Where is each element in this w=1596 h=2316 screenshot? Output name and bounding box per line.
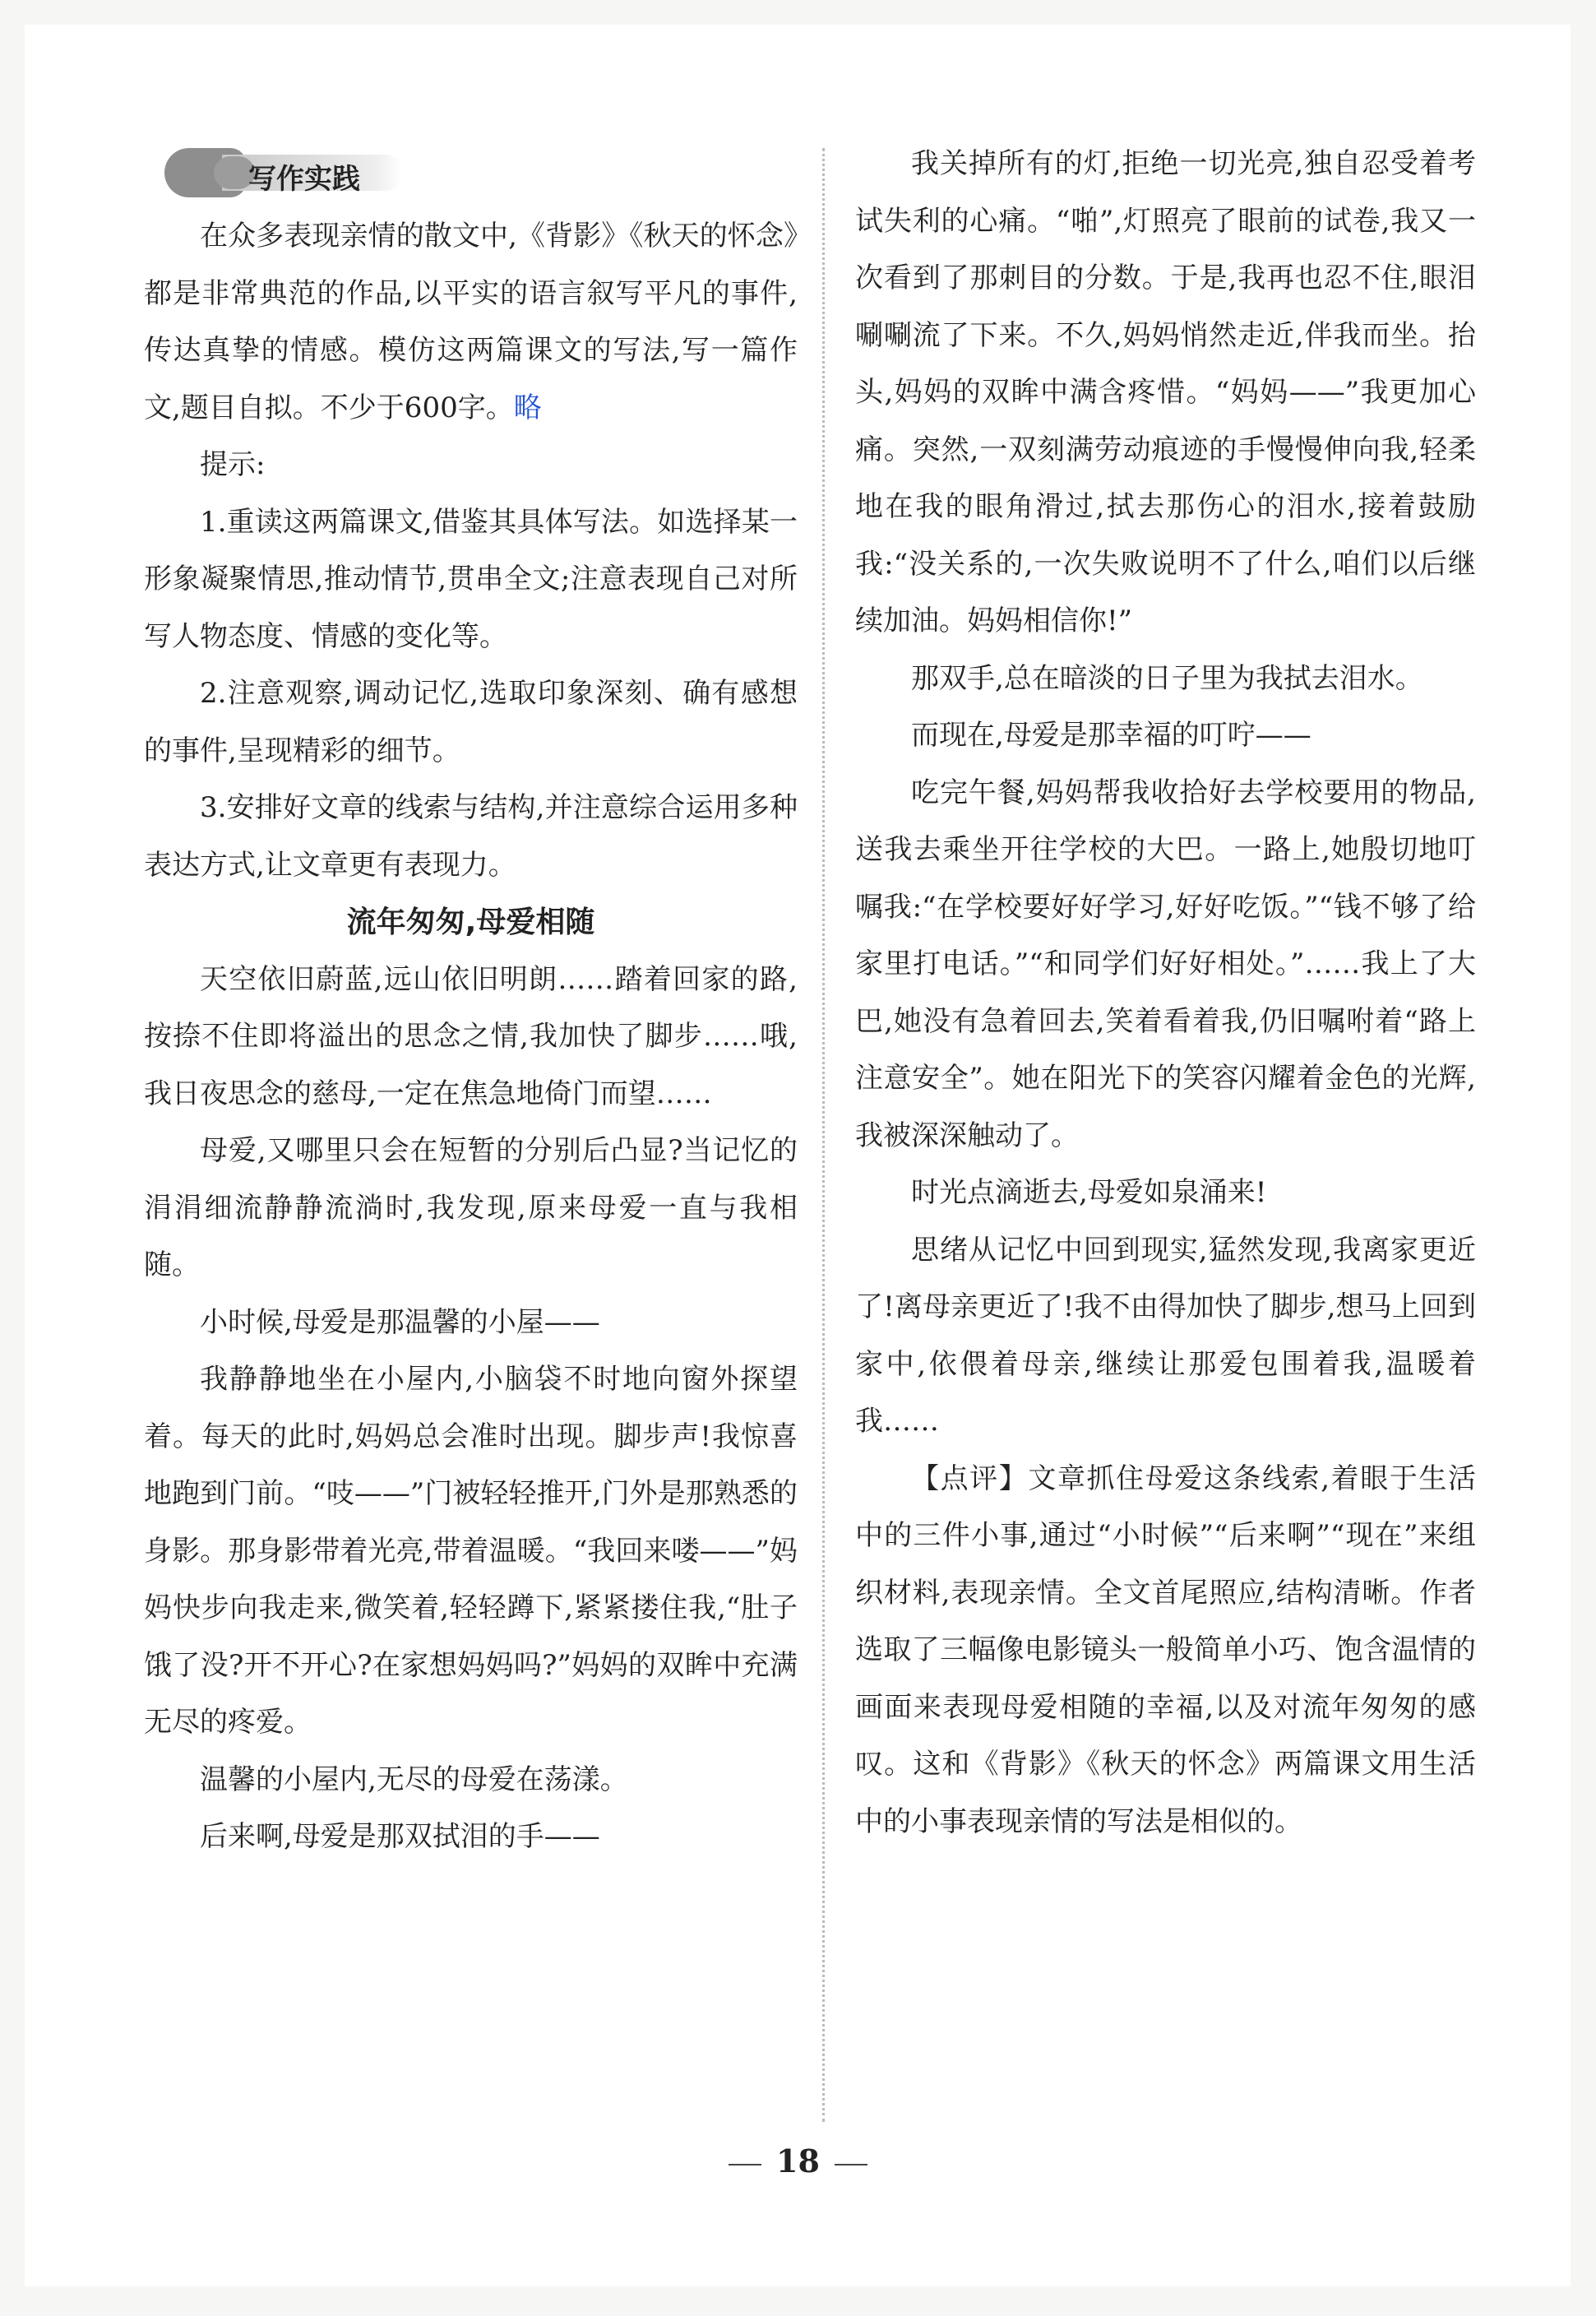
essay-title: 流年匆匆,母爱相随 — [346, 906, 595, 939]
page-number — [0, 2142, 1596, 2179]
hint-label: 提示: — [200, 448, 266, 481]
hint-item: 1.重读这两篇课文,借鉴其具体写法。如选择某一形象凝聚情思,推动情节,贯串全文;注意表现自己对所写人物态度、情感的变化等。 — [144, 505, 798, 653]
writing-prompt — [144, 208, 798, 437]
essay-paragraph: 母爱,又哪里只会在短暂的分别后凸显?当记忆的涓涓细流静静流淌时,我发现,原来母爱一直与我相随。 — [144, 1134, 798, 1281]
essay-paragraph: 天空依旧蔚蓝,远山依旧明朗……踏着回家的路,按捺不住即将溢出的思念之情,我加快了脚步……哦,我日夜思念的慈母,一定在焦急地倚门而望…… — [144, 962, 798, 1110]
essay-paragraph: 温馨的小屋内,无尽的母爱在荡漾。 — [200, 1762, 628, 1796]
essay-paragraph: 而现在,母爱是那幸福的叮咛—— — [911, 719, 1311, 752]
column-divider — [822, 148, 825, 2122]
prompt-text: 在众多表现亲情的散文中,《背影》《秋天的怀念》都是非常典范的作品,以平实的语言叙写平凡的事件,传达真挚的情感。模仿这两篇课文的写法,写一篇作文,题目自拟。不少于600字。 — [144, 220, 798, 424]
prompt-answer: 略 — [513, 391, 542, 424]
hint-item: 3.安排好文章的线索与结构,并注意综合运用多种表达方式,让文章更有表现力。 — [144, 791, 798, 882]
right-column — [855, 136, 1476, 1850]
essay-paragraph: 时光点滴逝去,母爱如泉涌来! — [911, 1176, 1267, 1209]
section-label-text: 写作实践 — [248, 163, 360, 196]
essay-paragraph: 我静静地坐在小屋内,小脑袋不时地向窗外探望着。每天的此时,妈妈总会准时出现。脚步声!我惊喜地跑到门前。“吱——”门被轻轻推开,门外是那熟悉的身影。那身影带着光亮,带着温暖。“我回来喽——”妈妈快步向我走来,微笑着,轻轻蹲下,紧紧搂住我,“肚子饿了没?开不开心?在家想妈妈吗?”妈妈的双眸中充满无尽的疼爱。 — [144, 1363, 798, 1739]
essay-paragraph: 我关掉所有的灯,拒绝一切光亮,独自忍受着考试失利的心痛。“啪”,灯照亮了眼前的试卷,我又一次看到了那刺目的分数。于是,我再也忍不住,眼泪唰唰流了下来。不久,妈妈悄然走近,伴我而坐。抬头,妈妈的双眸中满含疼惜。“妈妈——”我更加心痛。突然,一双刻满劳动痕迹的手慢慢伸向我,轻柔地在我的眼角滑过,拭去那伤心的泪水,接着鼓励我:“没关系的,一次失败说明不了什么,咱们以后继续加油。妈妈相信你!” — [855, 147, 1476, 637]
essay-paragraph: 那双手,总在暗淡的日子里为我拭去泪水。 — [911, 661, 1423, 695]
comment-text: 文章抓住母爱这条线索,着眼于生活中的三件小事,通过“小时候”“后来啊”“现在”来组织材料,表现亲情。全文首尾照应,结构清晰。作者选取了三幅像电影镜头一般简单小巧、饱含温情的画面来表现母爱相随的幸福,以及对流年匆匆的感叹。这和《背影》《秋天的怀念》两篇课文用生活中的小事表现亲情的写法是相似的。 — [855, 1461, 1476, 1838]
left-column — [144, 208, 798, 1866]
comment-label: 【点评】 — [911, 1461, 1029, 1495]
section-label — [164, 148, 403, 197]
essay-paragraph: 小时候,母爱是那温馨的小屋—— — [200, 1305, 600, 1339]
essay-paragraph: 后来啊,母爱是那双拭泪的手—— — [200, 1820, 600, 1853]
page-number-dash-left — [729, 2164, 761, 2165]
essay-paragraph: 吃完午餐,妈妈帮我收拾好去学校要用的物品,送我去乘坐开往学校的大巴。一路上,她殷切地叮嘱我:“在学校要好好学习,好好吃饭。”“钱不够了给家里打电话。”“和同学们好好相处。”……我上了大巴,她没有急着回去,笑着看着我,仍旧嘱咐着“路上注意安全”。她在阳光下的笑容闪耀着金色的光辉,我被深深触动了。 — [855, 776, 1476, 1152]
hint-item: 2.注意观察,调动记忆,选取印象深刻、确有感想的事件,呈现精彩的细节。 — [144, 677, 798, 767]
page-number-dash-right — [835, 2164, 867, 2165]
page-number-value: 18 — [776, 2142, 820, 2179]
essay-paragraph: 思绪从记忆中回到现实,猛然发现,我离家更近了!离母亲更近了!我不由得加快了脚步,想马上回到家中,依偎着母亲,继续让那爱包围着我,温暖着我…… — [855, 1233, 1476, 1438]
comment-paragraph — [855, 1451, 1476, 1851]
